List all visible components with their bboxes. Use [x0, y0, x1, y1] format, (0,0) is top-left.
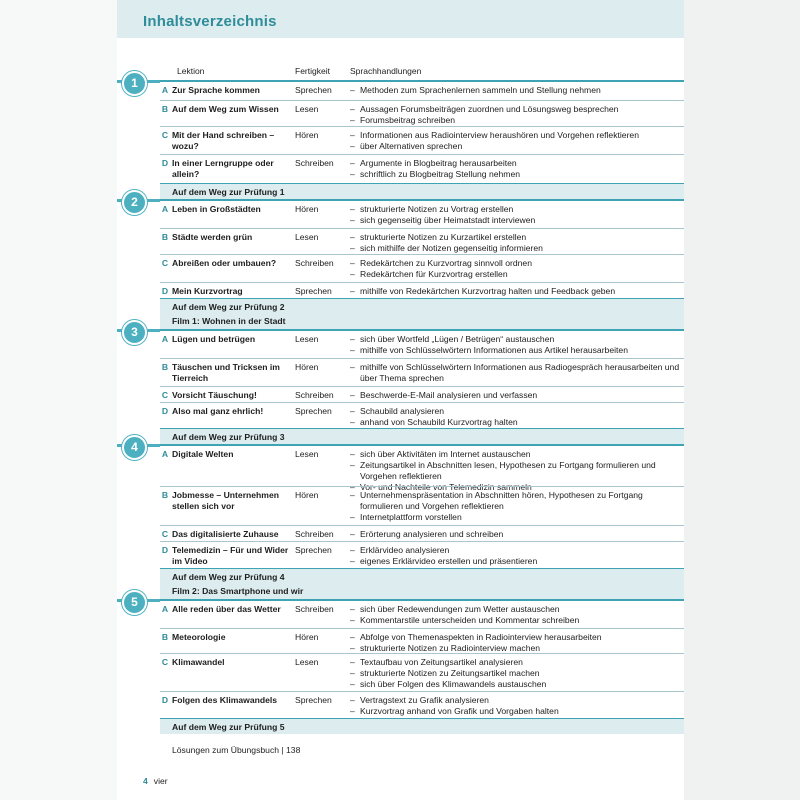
lesson-part-skill: Lesen [295, 232, 319, 242]
pruefung-band-label: Auf dem Weg zur Prüfung 2 [172, 302, 285, 312]
lesson-part-title: Klimawandel [172, 657, 225, 667]
lesson-part-skill: Schreiben [295, 529, 334, 539]
pruefung-band [160, 568, 684, 599]
column-header-lektion: Lektion [177, 66, 205, 76]
lesson-row [131, 595, 684, 628]
activity-item: – Forumsbeitrag schreiben [350, 115, 684, 126]
page-word: vier [153, 776, 168, 786]
lesson-part-title: Leben in Großstädten [172, 204, 261, 214]
lesson-row [160, 525, 684, 541]
activity-item: – Abfolge von Themenaspekten in Radiointerview herausarbeiten [350, 632, 684, 643]
lesson-part-letter: C [161, 657, 169, 667]
lesson-row [160, 541, 684, 568]
activity-item: – Methoden zum Sprachenlernen sammeln und Stellung nehmen [350, 85, 684, 96]
lesson-part-title: Jobmesse – Unternehmen stellen sich vor [172, 490, 279, 511]
lesson-number-badge: 3 [122, 320, 147, 345]
activity-item: – Vertragstext zu Grafik analysieren [350, 695, 684, 706]
pruefung-band [160, 718, 684, 734]
activity-item: – Textaufbau von Zeitungsartikel analysieren [350, 657, 684, 668]
lesson-part-letter: B [161, 632, 169, 642]
lesson-part-activities [350, 657, 684, 690]
lesson-part-title: Zur Sprache kommen [172, 85, 260, 95]
lesson-part-title: Vorsicht Täuschung! [172, 390, 257, 400]
pruefung-band-label: Auf dem Weg zur Prüfung 1 [172, 187, 285, 197]
activity-item: – sich über Folgen des Klimawandels austauschen [350, 679, 684, 690]
lesson-part-skill: Sprechen [295, 406, 332, 416]
lesson-part-title: Alle reden über das Wetter [172, 604, 281, 614]
activity-item: – mithilfe von Schlüsselwörtern Informationen aus Artikel herausarbeiten [350, 345, 684, 356]
lesson-part-letter: A [161, 85, 169, 95]
lesson-part-title: Meteorologie [172, 632, 226, 642]
lesson-part-letter: A [161, 204, 169, 214]
activity-item: – Redekärtchen zu Kurzvortrag sinnvoll ordnen [350, 258, 684, 269]
lesson-part-skill: Lesen [295, 334, 319, 344]
lesson-part-skill: Hören [295, 632, 319, 642]
activity-item: – Schaubild analysieren [350, 406, 684, 417]
pruefung-band-label: Film 2: Das Smartphone und wir [172, 586, 304, 596]
activity-item: – strukturierte Notizen zu Vortrag erstellen [350, 204, 684, 215]
lesson-part-skill: Lesen [295, 657, 319, 667]
lesson-part-letter: D [161, 406, 169, 416]
activity-item: – eigenes Erklärvideo erstellen und präsentieren [350, 556, 684, 567]
lesson-part-activities [350, 258, 684, 280]
lesson-part-activities [350, 545, 684, 567]
lesson-part-letter: B [161, 362, 169, 372]
lesson-part-letter: D [161, 286, 169, 296]
lesson-part-skill: Schreiben [295, 390, 334, 400]
lesson-part-skill: Hören [295, 204, 319, 214]
lesson-part-skill: Hören [295, 130, 319, 140]
lesson-part-skill: Schreiben [295, 158, 334, 168]
lesson-part-letter: C [161, 529, 169, 539]
lesson-part-activities [350, 85, 684, 96]
activity-item: – Erörterung analysieren und schreiben [350, 529, 684, 540]
activity-item: – Erklärvideo analysieren [350, 545, 684, 556]
lesson-part-letter: C [161, 390, 169, 400]
activity-item: – Internetplattform vorstellen [350, 512, 684, 523]
lesson-part-activities [350, 104, 684, 126]
lesson-part-skill: Sprechen [295, 286, 332, 296]
lesson-row [160, 486, 684, 525]
lesson-part-letter: B [161, 104, 169, 114]
lesson-number-badge: 2 [122, 190, 147, 215]
lesson-row [160, 358, 684, 386]
right-page-margin [684, 0, 800, 800]
lesson-part-title: In einer Lerngruppe oder allein? [172, 158, 274, 179]
lesson-part-letter: A [161, 449, 169, 459]
lesson-part-activities [350, 695, 684, 717]
activity-item: – anhand von Schaubild Kurzvortrag halten [350, 417, 684, 428]
lesson-row [131, 195, 684, 228]
pruefung-band [160, 428, 684, 444]
page-number: 4 [143, 776, 148, 786]
lesson-part-title: Digitale Welten [172, 449, 234, 459]
pruefung-band [160, 183, 684, 199]
lesson-row [131, 325, 684, 358]
activity-item: – Unternehmenspräsentation in Abschnitten hören, Hypothesen zu Fortgang formulieren und Vorgehen reflektieren [350, 490, 684, 512]
lesson-part-activities [350, 490, 684, 523]
left-page-margin [0, 0, 117, 800]
activity-item: – strukturierte Notizen zu Zeitungsartikel machen [350, 668, 684, 679]
activity-item: – Aussagen Forumsbeiträgen zuordnen und Lösungsweg besprechen [350, 104, 684, 115]
lesson-part-activities [350, 390, 684, 401]
lesson-part-activities [350, 604, 684, 626]
toc-body [131, 76, 684, 734]
lesson-part-title: Lügen und betrügen [172, 334, 256, 344]
lesson-part-skill: Schreiben [295, 604, 334, 614]
activity-item: – sich über Aktivitäten im Internet austauschen [350, 449, 684, 460]
lesson-row [160, 402, 684, 428]
lesson-part-skill: Schreiben [295, 258, 334, 268]
page-title: Inhaltsverzeichnis [143, 13, 277, 30]
lesson-part-activities [350, 286, 684, 297]
lesson-part-letter: A [161, 334, 169, 344]
lesson-part-letter: D [161, 545, 169, 555]
lesson-part-activities [350, 130, 684, 152]
lesson-part-title: Also mal ganz ehrlich! [172, 406, 264, 416]
activity-item: – mithilfe von Redekärtchen Kurzvortrag halten und Feedback geben [350, 286, 684, 297]
activity-item: – Vor- und Nachteile von Telemedizin sammeln [350, 482, 684, 493]
lesson-row [131, 76, 684, 100]
pruefung-band [160, 298, 684, 329]
lesson-part-title: Folgen des Klimawandels [172, 695, 278, 705]
lesson-part-letter: C [161, 258, 169, 268]
lesson-part-skill: Lesen [295, 449, 319, 459]
lesson-part-skill: Sprechen [295, 695, 332, 705]
lesson-part-activities [350, 334, 684, 356]
lesson-part-skill: Lesen [295, 104, 319, 114]
lesson-row [160, 100, 684, 126]
lesson-row [160, 154, 684, 183]
lesson-row [131, 440, 684, 492]
activity-item: – sich mithilfe der Notizen gegenseitig informieren [350, 243, 684, 254]
lesson-row [160, 691, 684, 718]
activity-item: – sich gegenseitig über Heimatstadt interviewen [350, 215, 684, 226]
column-headers [160, 62, 684, 80]
lesson-part-skill: Sprechen [295, 545, 332, 555]
activity-item: – Zeitungsartikel in Abschnitten lesen, Hypothesen zu Fortgang formulieren und Vorgehen reflektieren [350, 460, 684, 482]
pruefung-band-label: Auf dem Weg zur Prüfung 4 [172, 572, 285, 582]
lesson-part-letter: A [161, 604, 169, 614]
lesson-part-letter: C [161, 130, 169, 140]
pruefung-band-label: Auf dem Weg zur Prüfung 3 [172, 432, 285, 442]
lesson-row [160, 126, 684, 154]
activity-item: – strukturierte Notizen zu Kurzartikel erstellen [350, 232, 684, 243]
lesson-row [160, 386, 684, 402]
lesson-part-skill: Sprechen [295, 85, 332, 95]
lesson-part-title: Das digitalisierte Zuhause [172, 529, 279, 539]
activity-item: – Redekärtchen für Kurzvortrag erstellen [350, 269, 684, 280]
activity-item: – Kommentarstile unterscheiden und Kommentar schreiben [350, 615, 684, 626]
lesson-row [160, 653, 684, 691]
lesson-part-skill: Hören [295, 490, 319, 500]
lesson-part-title: Telemedizin – Für und Wider im Video [172, 545, 289, 566]
toc-table [131, 62, 684, 734]
activity-item: – Informationen aus Radiointerview heraushören und Vorgehen reflektieren [350, 130, 684, 141]
activity-item: – über Alternativen sprechen [350, 141, 684, 152]
lesson-part-title: Städte werden grün [172, 232, 253, 242]
lesson-number-badge: 5 [122, 590, 147, 615]
lesson-part-activities [350, 632, 684, 654]
toc-page [117, 0, 684, 800]
page-footer [143, 776, 168, 786]
activity-item: – sich über Redewendungen zum Wetter austauschen [350, 604, 684, 615]
lesson-part-activities [350, 529, 684, 540]
lesson-part-letter: B [161, 490, 169, 500]
lesson-part-activities [350, 204, 684, 226]
lesson-number-badge: 4 [122, 435, 147, 460]
activity-item: – sich über Wortfeld „Lügen / Betrügen“ austauschen [350, 334, 684, 345]
lesson-part-title: Mit der Hand schreiben – wozu? [172, 130, 275, 151]
lesson-part-activities [350, 158, 684, 180]
lesson-part-letter: D [161, 695, 169, 705]
activity-item: – Kurzvortrag anhand von Grafik und Vorgaben halten [350, 706, 684, 717]
lesson-row [160, 628, 684, 653]
lesson-part-activities [350, 362, 684, 384]
lesson-part-skill: Hören [295, 362, 319, 372]
lesson-part-letter: D [161, 158, 169, 168]
activity-item: – Beschwerde-E-Mail analysieren und verfassen [350, 390, 684, 401]
lesson-part-activities [350, 406, 684, 428]
lesson-part-title: Auf dem Weg zum Wissen [172, 104, 279, 114]
column-header-fertigkeit: Fertigkeit [295, 66, 330, 76]
pruefung-band-label: Film 1: Wohnen in der Stadt [172, 316, 286, 326]
lesson-part-title: Täuschen und Tricksen im Tierreich [172, 362, 280, 383]
column-header-sprachhandlungen: Sprachhandlungen [350, 66, 422, 76]
solutions-reference: Lösungen zum Übungsbuch | 138 [172, 745, 301, 755]
lesson-part-letter: B [161, 232, 169, 242]
lesson-row [160, 228, 684, 254]
lesson-part-activities [350, 232, 684, 254]
activity-item: – schriftlich zu Blogbeitrag Stellung nehmen [350, 169, 684, 180]
lesson-row [160, 282, 684, 298]
lesson-part-title: Abreißen oder umbauen? [172, 258, 277, 268]
activity-item: – Argumente in Blogbeitrag herausarbeiten [350, 158, 684, 169]
lesson-part-title: Mein Kurzvortrag [172, 286, 243, 296]
activity-item: – mithilfe von Schlüsselwörtern Informationen aus Radiogespräch herausarbeiten und über Thema sprechen [350, 362, 684, 384]
pruefung-band-label: Auf dem Weg zur Prüfung 5 [172, 722, 285, 732]
activity-item: – strukturierte Notizen zu Radiointerview machen [350, 643, 684, 654]
lesson-row [160, 254, 684, 282]
lesson-number-badge: 1 [122, 71, 147, 96]
